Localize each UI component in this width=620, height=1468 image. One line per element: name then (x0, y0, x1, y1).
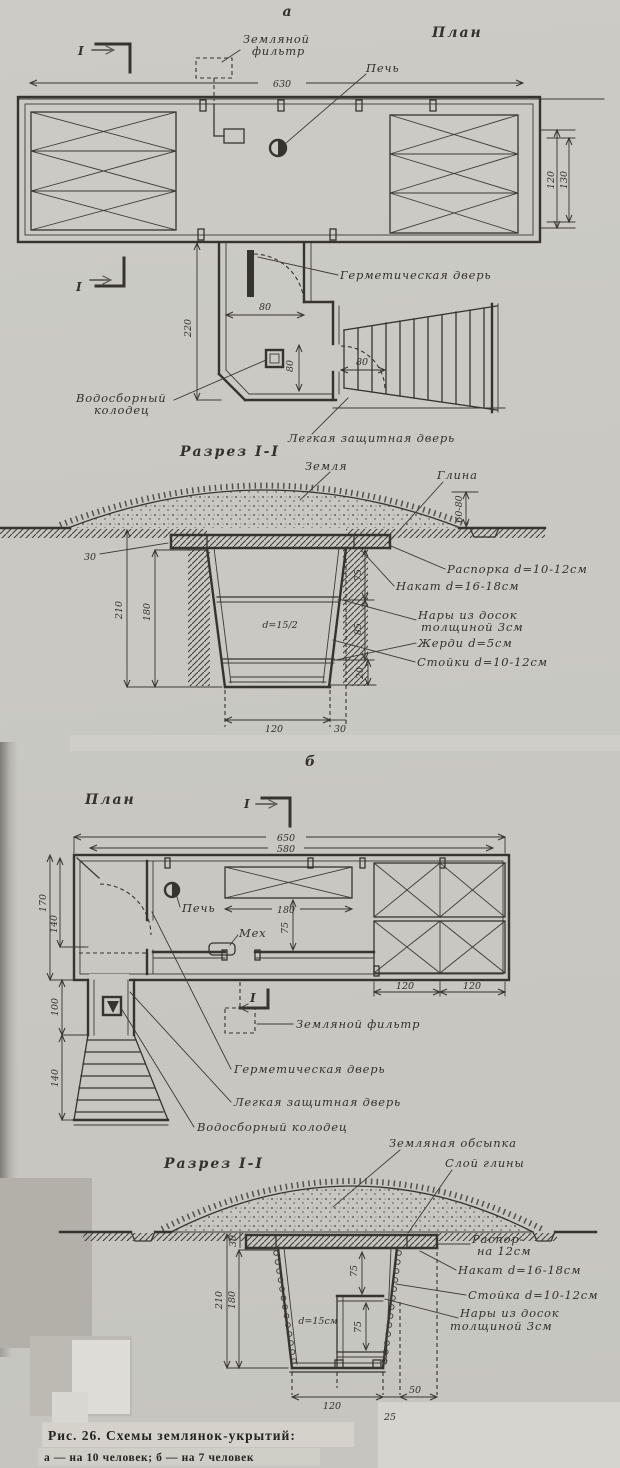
label-logroll-b: Накат d=16-18см (458, 1263, 582, 1277)
dim-text: 30 (333, 724, 347, 735)
dim-text: 630 (272, 79, 292, 90)
section-marker-bottom-b (240, 990, 268, 1012)
caption-line2: а — на 10 человек; б — на 7 человек (44, 1452, 255, 1464)
dim-hbunk-b: 75 (353, 1320, 364, 1334)
pit-a (207, 548, 346, 687)
label-spacer-b2: на 12см (477, 1244, 532, 1258)
dim-text: 210 (114, 600, 125, 620)
section-a (0, 444, 588, 735)
labels-right-a (333, 546, 588, 669)
label-earth-filter-a: Земляной (243, 32, 310, 46)
hermetic-door-a (247, 250, 304, 303)
roof-slab-b (246, 1235, 437, 1248)
dim-length-b (74, 833, 505, 855)
label-post-b: Стойка d=10-12см (468, 1288, 599, 1302)
label-earth-filter-a2: фильтр (252, 44, 306, 58)
label-clay: Глина (437, 468, 478, 482)
label-spacer-a: Распорка d=10-12см (447, 562, 588, 576)
section-b (60, 1136, 598, 1423)
dim-berm-b: 30 (228, 1234, 239, 1248)
label-stove-a: Печь (366, 61, 400, 75)
label-bellows-b: Мех (239, 926, 267, 940)
water-well-b (103, 997, 121, 1015)
label-clay-b: Слой глины (445, 1156, 525, 1170)
label-hermetic-door-b: Герметическая дверь (234, 1062, 386, 1076)
dim-text: 120 (322, 1401, 342, 1412)
dugout-a-outline (18, 97, 540, 242)
dim-text: 220 (183, 318, 194, 338)
wall-posts-a (198, 100, 436, 240)
label-earth-filter-b: Земляной фильтр (296, 1017, 421, 1031)
label-well-b: Водосборный колодец (197, 1120, 348, 1134)
label-well-a2: колодец (94, 403, 150, 417)
dim-log-b: d=15см (298, 1316, 338, 1327)
dim-text: 120 (264, 724, 284, 735)
dim-table-b (225, 905, 352, 916)
dim-door-a: 80 (258, 302, 272, 313)
dim-length-a (30, 79, 523, 90)
dim-door-b: 80 (285, 359, 296, 373)
label-hermetic-door-a: Герметическая дверь (340, 268, 492, 282)
dim-text: 180 (276, 905, 296, 916)
dim-text: 180 (142, 602, 153, 622)
dim-text: 650 (276, 833, 296, 844)
figure-a-label: а (282, 4, 292, 20)
label-earth: Земля (305, 459, 348, 473)
figure-b-label: б (304, 754, 316, 770)
label-stove-b: Печь (182, 901, 216, 915)
section-letter: I (250, 991, 256, 1005)
bunks-b (374, 863, 505, 973)
dim-text: 210 (214, 1290, 225, 1310)
dim-text: 100 (50, 997, 61, 1017)
label-bunks-a: Нары из досок (418, 608, 518, 622)
dim-text: 140 (49, 914, 60, 934)
dim-text: 580 (276, 844, 296, 855)
light-door-a (341, 346, 385, 390)
section-letter: I (78, 44, 84, 58)
label-bunks-a2: толщиной 3см (421, 620, 524, 634)
dim-text: 50 (408, 1385, 422, 1396)
dim-text: 140 (50, 1068, 61, 1088)
section-letter: I (244, 797, 250, 811)
dim-text: 80 (355, 357, 369, 368)
plan-a (18, 4, 604, 445)
dim-corridor-a (183, 243, 221, 400)
dim-htop-b: 75 (349, 1264, 360, 1278)
dim-log-a: d=15/2 (262, 620, 298, 631)
dim-bunkwidth-a (540, 130, 575, 228)
section-a-title: Разрез I-I (180, 444, 280, 460)
label-well-a: Водосборный (76, 391, 167, 405)
label-bunks-b2: толщиной 3см (450, 1319, 553, 1333)
section-letter: I (76, 280, 82, 294)
dims-left-section-b (214, 1234, 288, 1368)
dim-text: 85 (353, 622, 364, 636)
dim-berm-a: 30 (84, 552, 97, 563)
dim-text: 120 (462, 981, 482, 992)
table-b (225, 867, 352, 898)
dim-text: 120 (546, 170, 557, 190)
dim-text: 20 (355, 666, 366, 680)
label-light-door-b: Легкая защитная дверь (234, 1095, 402, 1109)
bunk-right-a (390, 115, 518, 233)
label-light-door-a: Легкая защитная дверь (288, 431, 456, 445)
label-poles-a: Жерди d=5см (418, 636, 513, 650)
dim-text: 25 (383, 1412, 397, 1423)
corridor-a (219, 243, 339, 400)
label-spacer-b: Распор- (472, 1232, 525, 1246)
dim-text: 120 (395, 981, 415, 992)
label-bunks-b: Нары из досок (460, 1306, 560, 1320)
stove-a (270, 140, 286, 156)
entrance-stairs-b (74, 1035, 168, 1125)
roof-slab-a (171, 535, 390, 548)
section-b-title: Разрез I-I (164, 1156, 264, 1172)
corridor-wall-b (153, 950, 374, 960)
section-marker-top-b (243, 797, 290, 826)
water-well-a (266, 350, 283, 367)
dim-text: 170 (38, 893, 49, 913)
plan-a-title: План (432, 25, 483, 41)
bunk-left-a (31, 112, 176, 230)
dim-mid-b: 75 (280, 921, 291, 935)
dim-cover-a (452, 492, 478, 526)
dim-text: 180 (227, 1290, 238, 1310)
entry-room-b (79, 861, 153, 974)
caption-line1: Рис. 26. Схемы землянок-укрытий: (48, 1428, 296, 1443)
label-logroll-a: Накат d=16-18см (396, 579, 520, 593)
dim-text: 60-80 (454, 495, 465, 523)
plan-b-title: План (85, 792, 136, 808)
dim-text: 130 (559, 170, 570, 190)
label-mound-b: Земляная обсыпка (389, 1136, 517, 1150)
plan-b (38, 754, 509, 1134)
dim-text: 75 (353, 568, 364, 582)
section-marker-top-a (77, 44, 130, 72)
stove-b (165, 883, 179, 897)
section-marker-bottom-a (75, 258, 124, 294)
dims-bottom-b (292, 1252, 437, 1423)
label-posts-a: Стойки d=10-12см (417, 655, 548, 669)
dims-bunks-b (374, 981, 505, 996)
figure-caption (38, 1422, 354, 1466)
